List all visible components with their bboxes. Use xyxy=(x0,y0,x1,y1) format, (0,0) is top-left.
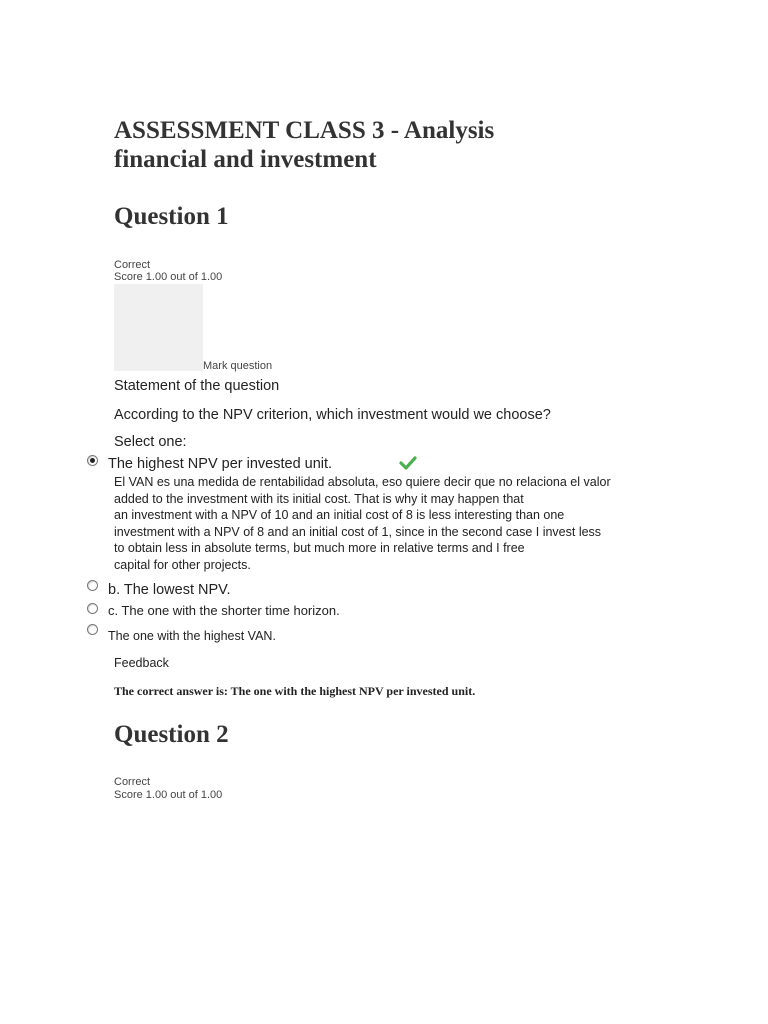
page-title xyxy=(114,116,574,174)
explanation-line: an investment with a NPV of 10 and an initial cost of 8 is less interesting than one xyxy=(114,508,565,522)
option-2-radio[interactable] xyxy=(87,580,98,591)
correct-check-icon xyxy=(399,456,417,470)
question-2-heading: Question 2 xyxy=(114,721,229,748)
question-2-status: Correct xyxy=(114,776,151,788)
option-explanation xyxy=(114,474,634,573)
option-4-label[interactable]: The one with the highest VAN. xyxy=(108,629,276,643)
feedback-label: Feedback xyxy=(114,656,169,670)
explanation-line: investment with a NPV of 8 and an initial cost of 1, since in the second case I invest less xyxy=(114,524,602,539)
explanation-line: El VAN es una medida de rentabilidad absoluta, eso quiere decir que no relaciona el valor xyxy=(114,475,611,489)
explanation-line: added to the investment with its initial cost. That is why it may happen that xyxy=(114,491,524,506)
flag-question-box[interactable] xyxy=(114,284,203,371)
question-text: According to the NPV criterion, which investment would we choose? xyxy=(114,407,551,423)
option-2-label[interactable]: b. The lowest NPV. xyxy=(108,582,231,598)
question-1-heading: Question 1 xyxy=(114,203,229,230)
explanation-line: to obtain less in absolute terms, but much more in relative terms and I free xyxy=(114,541,525,555)
explanation-line: capital for other projects. xyxy=(114,557,251,572)
page-title-line-2: financial and investment xyxy=(114,146,377,173)
statement-label: Statement of the question xyxy=(114,378,280,394)
option-3-radio[interactable] xyxy=(87,603,98,614)
correct-answer-text: The correct answer is: The one with the highest NPV per invested unit. xyxy=(114,684,476,698)
mark-question-link[interactable]: Mark question xyxy=(203,360,273,372)
page-title-line-1: ASSESSMENT CLASS 3 - Analysis xyxy=(114,117,495,144)
question-2-score: Score 1.00 out of 1.00 xyxy=(114,789,223,801)
select-one-label: Select one: xyxy=(114,434,187,450)
option-4-radio[interactable] xyxy=(87,624,98,635)
option-3-label[interactable]: c. The one with the shorter time horizon. xyxy=(108,603,340,618)
question-1-status: Correct xyxy=(114,259,151,271)
question-1-score: Score 1.00 out of 1.00 xyxy=(114,271,223,283)
option-1-radio[interactable] xyxy=(87,455,98,466)
option-1-label[interactable]: The highest NPV per invested unit. xyxy=(108,456,333,472)
